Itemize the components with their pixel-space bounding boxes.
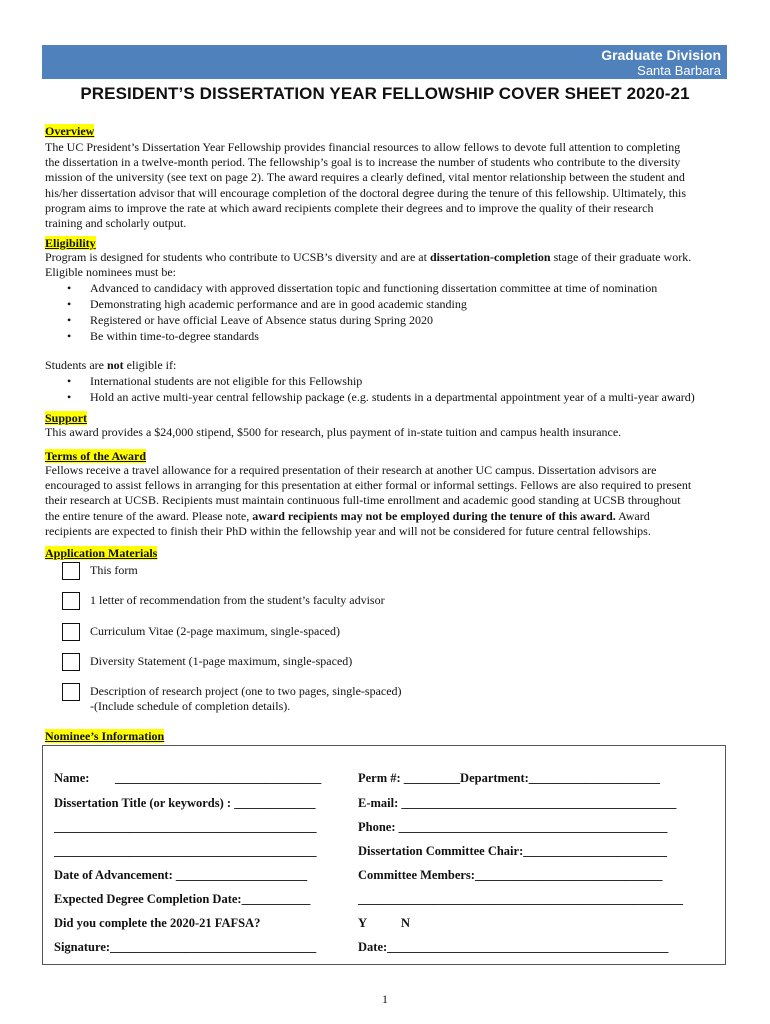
not-eligible-list (45, 373, 695, 405)
eligibility-intro (45, 250, 728, 280)
terms-line: the entire tenure of the award. Please note, award recipients may not be employed during the tenure of this award. Award (45, 508, 650, 523)
committee-chair-field[interactable]: Dissertation Committee Chair:_______________________ (358, 844, 667, 858)
not-eligible-intro: Students are not eligible if: (45, 358, 177, 372)
eligibility-requirements-list (45, 280, 657, 344)
overview-line: The UC President’s Dissertation Year Fellowship provides financial resources to allow fellows to devote full attention to completing (45, 140, 681, 154)
page-number: 1 (382, 992, 388, 1006)
checkbox[interactable] (62, 623, 80, 641)
overview-line: program aims to improve the rate at which award recipients complete their degrees and to improve the quality of their research (45, 200, 654, 215)
checkbox[interactable] (62, 562, 80, 580)
overview-line: training and scholarly output. (45, 216, 187, 231)
committee-members-field[interactable]: Committee Members:______________________________ (358, 868, 663, 882)
dissertation-title-continuation[interactable]: __________________________________________ (54, 820, 317, 834)
eligibility-line: Eligible nominees must be: (45, 265, 176, 280)
list-item: • Be within time-to-degree standards (45, 328, 657, 344)
eligibility-line: Program is designed for students who contribute to UCSB’s diversity and are at dissertation-completion stage of their graduate work. (45, 250, 692, 264)
terms-line: encouraged to assist fellows in arranging for this presentation at either formal or informal settings. Fellows are also required to present (45, 478, 692, 493)
completion-date-field[interactable]: Expected Degree Completion Date:___________ (54, 892, 311, 906)
advancement-date-field[interactable]: Date of Advancement: _____________________ (54, 868, 308, 882)
date-field[interactable]: Date:_____________________________________________ (358, 940, 669, 954)
overview-paragraph (45, 140, 728, 231)
banner-line-1: Graduate Division (601, 47, 721, 63)
signature-field[interactable]: Signature:_________________________________ (54, 940, 317, 954)
materials-heading: Application Materials (45, 546, 158, 560)
support-heading: Support (45, 411, 88, 425)
list-item: • Demonstrating high academic performance and are in good academic standing (45, 296, 657, 312)
name-field[interactable]: _________________________________ (115, 771, 322, 785)
terms-line: Fellows receive a travel allowance for a required presentation of their research at another UC campus. Dissertation advisors are (45, 463, 657, 477)
list-item: • International students are not eligible for this Fellowship (45, 373, 695, 389)
list-item: • Hold an active multi-year central fellowship package (e.g. students in a departmental appointment year of a multi-year award) (45, 389, 695, 405)
checkbox[interactable] (62, 683, 80, 701)
phone-field[interactable]: Phone: ___________________________________________ (358, 820, 668, 834)
banner-line-2: Santa Barbara (637, 63, 721, 78)
terms-heading: Terms of the Award (45, 449, 146, 463)
dissertation-title-continuation[interactable]: __________________________________________ (54, 844, 317, 858)
support-text: This award provides a $24,000 stipend, $500 for research, plus payment of in-state tuition and campus health insurance. (45, 425, 622, 439)
dissertation-title-field[interactable]: Dissertation Title (or keywords) : _____________ (54, 796, 316, 810)
material-sub-note: -(Include schedule of completion details). (90, 699, 291, 713)
terms-paragraph (45, 463, 728, 539)
list-item: • Registered or have official Leave of Absence status during Spring 2020 (45, 312, 657, 328)
fafsa-yes-option[interactable]: Y (358, 916, 368, 930)
checkbox[interactable] (62, 592, 80, 610)
graduate-division-banner (42, 45, 727, 79)
fafsa-question: Did you complete the 2020-21 FAFSA? (54, 916, 261, 930)
terms-line: recipients are expected to finish their PhD within the fellowship year and will not be considered for future central fellowships. (45, 523, 651, 538)
committee-members-continuation[interactable]: ____________________________________________________ (358, 892, 683, 906)
list-item: • Advanced to candidacy with approved dissertation topic and functioning dissertation committee at time of nomination (45, 280, 657, 296)
checkbox[interactable] (62, 653, 80, 671)
overview-line: the dissertation in a twelve-month period. The fellowship’s goal is to increase the number of students who contribute to the diversity (45, 155, 681, 170)
terms-line: their research at UCSB. Recipients must maintain continuous full-time enrollment and academic good standing at UCSB throughout (45, 493, 681, 508)
perm-department-field[interactable]: Perm #: _________Department:_____________________ (358, 771, 661, 785)
overview-line: mission of the university (see text on page 2). The award requires a clearly defined, vital mentor relationship between the student and (45, 170, 685, 185)
fafsa-no-option[interactable]: N (401, 916, 411, 930)
overview-line: his/her dissertation advisor that will encourage completion of the doctoral degree during the tenure of this fellowship. Ultimately, this (45, 185, 687, 200)
overview-heading: Overview (45, 124, 95, 138)
nominee-information-box (42, 745, 726, 965)
nominee-heading: Nominee’s Information (45, 729, 165, 743)
eligibility-heading: Eligibility (45, 236, 96, 250)
name-label: Name: (54, 771, 90, 785)
page-title: PRESIDENT’S DISSERTATION YEAR FELLOWSHIP COVER SHEET 2020-21 (80, 84, 690, 103)
email-field[interactable]: E-mail: ____________________________________________ (358, 796, 677, 810)
